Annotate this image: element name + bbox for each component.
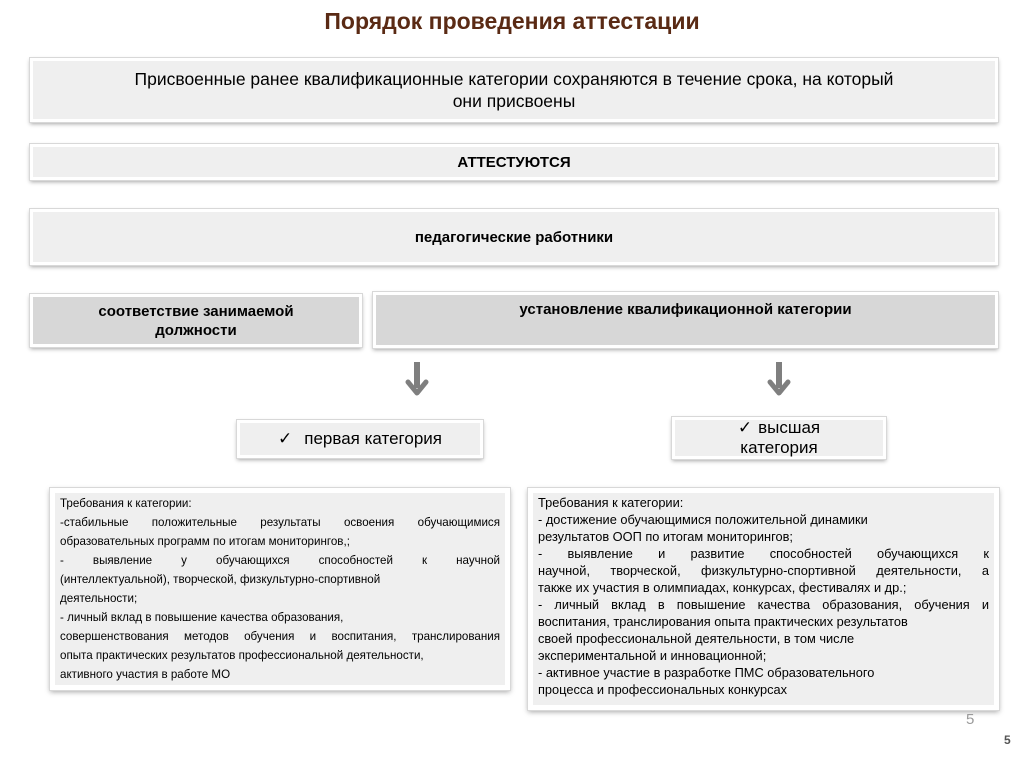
requirement-line: - активное участие в разработке ПМС образовательного <box>538 665 875 680</box>
requirement-line: научной, творческой, физкультурно-спортивной деятельности, а <box>538 563 989 578</box>
qualification-category-box <box>373 292 998 348</box>
page-number-corner: 5 <box>1004 733 1011 747</box>
requirement-line: экспериментальной и инновационной; <box>538 648 767 663</box>
requirement-line: (интеллектуальной), творческой, физкультурно-спортивной <box>60 573 381 586</box>
position-compliance-box <box>30 294 362 347</box>
position-compliance-line-2: должности <box>155 321 237 339</box>
arrow-down-icon <box>405 362 429 398</box>
info-line-1: Присвоенные ранее квалификационные категории сохраняются в течение срока, на который <box>134 69 894 89</box>
requirement-line: Требования к категории: <box>538 495 684 510</box>
page-number: 5 <box>966 711 975 728</box>
requirement-line: - выявление у обучающихся способностей к научной <box>60 554 500 567</box>
highest-category-line-2: категория <box>740 438 818 457</box>
qualification-category-label: установление квалификационной категории <box>519 301 852 318</box>
requirement-line: - достижение обучающимися положительной динамики <box>538 512 868 527</box>
requirement-line: воспитания, транслирования опыта практических результатов <box>538 614 908 629</box>
check-icon: ✓ <box>737 418 753 437</box>
requirement-line: -стабильные положительные результаты освоения обучающимися <box>60 516 500 529</box>
requirements-list <box>60 494 500 684</box>
attest-box <box>30 144 998 180</box>
requirement-line: процесса и профессиональных конкурсах <box>538 682 788 697</box>
requirement-line: деятельности; <box>60 592 138 605</box>
requirement-line: своей профессиональной деятельности, в том числе <box>538 631 855 646</box>
requirement-line: также их участия в олимпиадах, конкурсах, фестивалях и др.; <box>538 580 907 595</box>
requirement-line: активного участия в работе МО <box>60 668 231 681</box>
check-icon: ✓ <box>278 429 293 448</box>
highest-category-box <box>672 417 886 459</box>
highest-category-requirements <box>528 488 999 710</box>
requirement-line: образовательных программ по итогам мониторингов,; <box>60 535 350 548</box>
first-category-requirements <box>50 488 510 690</box>
requirement-line: совершенствования методов обучения и воспитания, транслирования <box>60 630 500 643</box>
requirement-line: - личный вклад в повышение качества образования, <box>60 611 344 624</box>
info-line-2: они присвоены <box>452 91 576 111</box>
workers-box <box>30 209 998 265</box>
first-category-box <box>237 420 483 458</box>
workers-label: педагогические работники <box>414 228 614 246</box>
requirement-line: результатов ООП по итогам мониторингов; <box>538 529 793 544</box>
requirement-line: опыта практических результатов профессиональной деятельности, <box>60 649 424 662</box>
highest-category-line-1: высшая <box>758 418 821 437</box>
arrow-down-icon <box>767 362 791 398</box>
requirement-line: - выявление и развитие способностей обучающихся к <box>538 546 989 561</box>
info-box <box>30 58 998 122</box>
requirements-list <box>538 494 989 698</box>
first-category-label: первая категория <box>304 429 442 448</box>
page-title: Порядок проведения аттестации <box>324 8 700 34</box>
position-compliance-line-1: соответствие занимаемой <box>98 302 294 320</box>
requirement-line: Требования к категории: <box>60 497 192 510</box>
attest-label: АТТЕСТУЮТСЯ <box>457 153 571 171</box>
requirement-line: - личный вклад в повышение качества образования, обучения и <box>538 597 989 612</box>
